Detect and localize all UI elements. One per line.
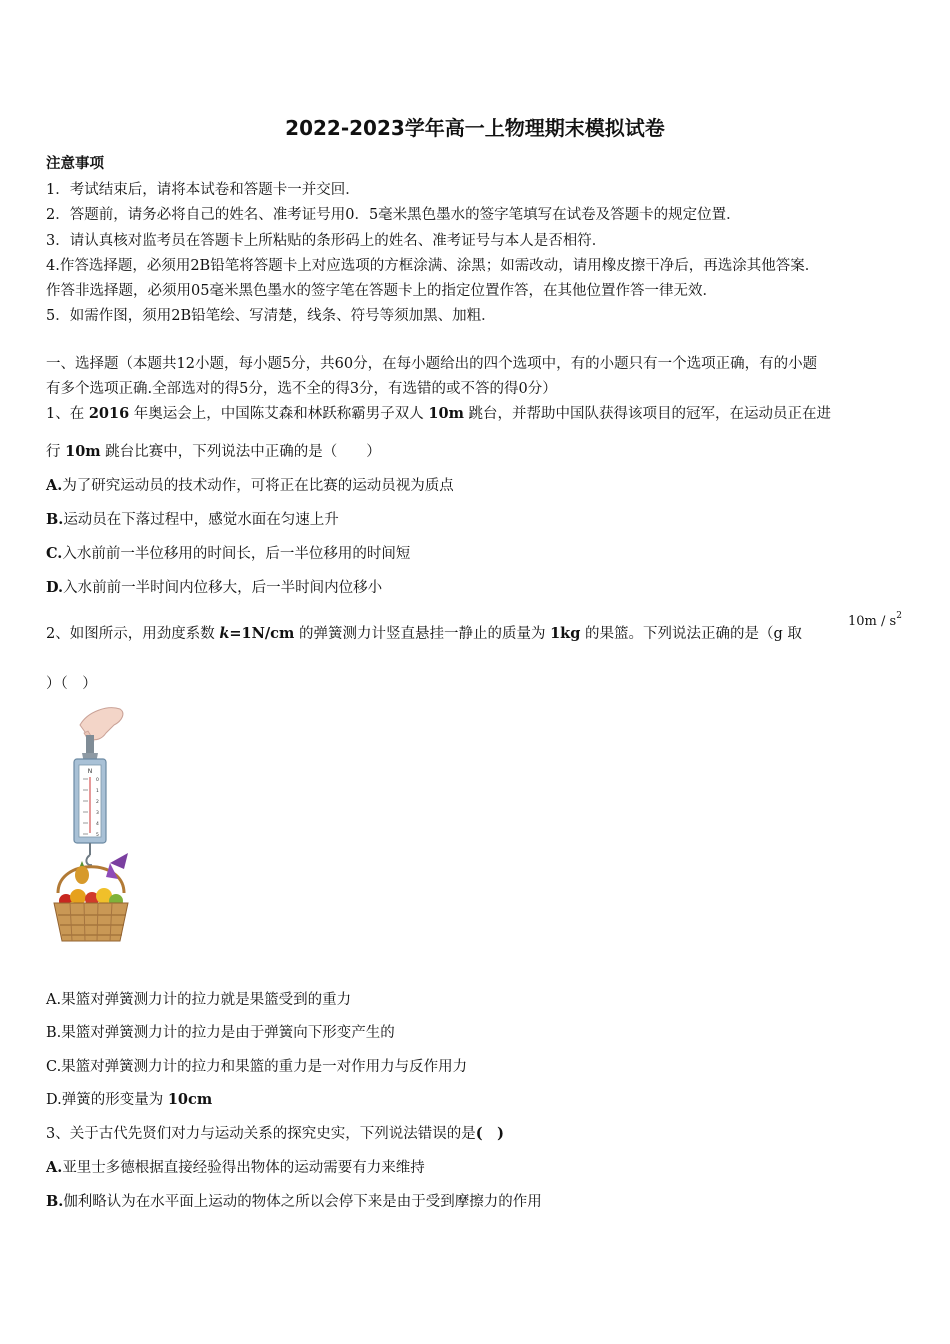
- question-3-stem: 3、关于古代先贤们对力与运动关系的探究史实，下列说法错误的是( ): [46, 1125, 504, 1142]
- question-1-stem: 1、在 2016 年奥运会上，中国陈艾森和林跃称霸男子双人 10m 跳台，并帮助中国队获得该项目的冠军，在运动员正在进: [46, 405, 832, 422]
- question-2-stem-cont: ）（ ）: [46, 676, 97, 692]
- question-3-option-a: A.亚里士多德根据直接经验得出物体的运动需要有力来维持: [46, 1159, 425, 1176]
- question-2-option-c: C.果篮对弹簧测力计的拉力和果篮的重力是一对作用力与反作用力: [46, 1059, 468, 1075]
- section-instructions-cont: 有多个选项正确.全部选对的得5分，选不全的得3分，有选错的或不答的得0分）: [46, 381, 557, 397]
- notice-item: 2．答题前，请务必将自己的姓名、准考证号用0．5毫米黑色墨水的签字笔填写在试卷及答题卡的规定位置．: [46, 207, 741, 223]
- scale-tick-label: 1: [96, 789, 99, 794]
- question-3-option-b: B.伽利略认为在水平面上运动的物体之所以会停下来是由于受到摩擦力的作用: [46, 1193, 542, 1210]
- notice-item: 4.作答选择题，必须用2B铅笔将答题卡上对应选项的方框涂满、涂黑；如需改动，请用橡皮擦干净后，再选涂其他答案．: [46, 258, 820, 274]
- question-1-option-d: D.入水前前一半时间内位移大，后一半时间内位移小: [46, 579, 383, 596]
- scale-tick-label: 2: [96, 800, 99, 805]
- question-1-option-a: A.为了研究运动员的技术动作，可将正在比赛的运动员视为质点: [46, 477, 454, 494]
- page-title: 2022-2023学年高一上物理期末模拟试卷: [285, 116, 665, 140]
- question-1-option-b: B.运动员在下落过程中，感觉水面在匀速上升: [46, 511, 339, 528]
- notice-item: 1．考试结束后，请将本试卷和答题卡一并交回．: [46, 182, 360, 198]
- spring-scale-fruit-basket-figure: [48, 703, 148, 953]
- scale-hook: [86, 855, 92, 865]
- question-2-option-b: B.果篮对弹簧测力计的拉力是由于弹簧向下形变产生的: [46, 1025, 395, 1041]
- scale-tick-label: 0: [96, 778, 99, 783]
- notice-item: 作答非选择题，必须用05毫米黑色墨水的签字笔在答题卡上的指定位置作答，在其他位置作答一律无效．: [46, 283, 717, 299]
- scale-tick-label: 3: [96, 811, 99, 816]
- question-2-option-a: A.果篮对弹簧测力计的拉力就是果篮受到的重力: [46, 992, 352, 1008]
- notice-item: 3．请认真核对监考员在答题卡上所粘贴的条形码上的姓名、准考证号与本人是否相符．: [46, 233, 607, 249]
- notice-item: 5．如需作图，须用2B铅笔绘、写清楚，线条、符号等须加黑、加粗．: [46, 308, 496, 324]
- fruit-basket-icon: [54, 853, 128, 941]
- question-2-option-d: D.弹簧的形变量为 10cm: [46, 1091, 213, 1108]
- scale-unit-label: N: [87, 768, 93, 775]
- scale-tick-label: 4: [96, 822, 99, 827]
- question-1-option-c: C.入水前前一半位移用的时间长，后一半位移用的时间短: [46, 545, 411, 562]
- scale-tick-label: 5: [96, 833, 99, 838]
- question-2-stem: 2、如图所示，用劲度系数 k=1N/cm 的弹簧测力计竖直悬挂一静止的质量为 1kg 的果篮。下列说法正确的是（g 取: [46, 625, 802, 642]
- notice-heading: 注意事项: [46, 155, 104, 172]
- gravity-unit: $10m / s^2$: [848, 611, 902, 629]
- question-1-stem-cont: 行 10m 跳台比赛中，下列说法中正确的是（ ）: [46, 443, 381, 460]
- section-instructions: 一、选择题（本题共12小题，每小题5分，共60分，在每小题给出的四个选项中，有的小题只有一个选项正确，有的小题: [46, 356, 818, 372]
